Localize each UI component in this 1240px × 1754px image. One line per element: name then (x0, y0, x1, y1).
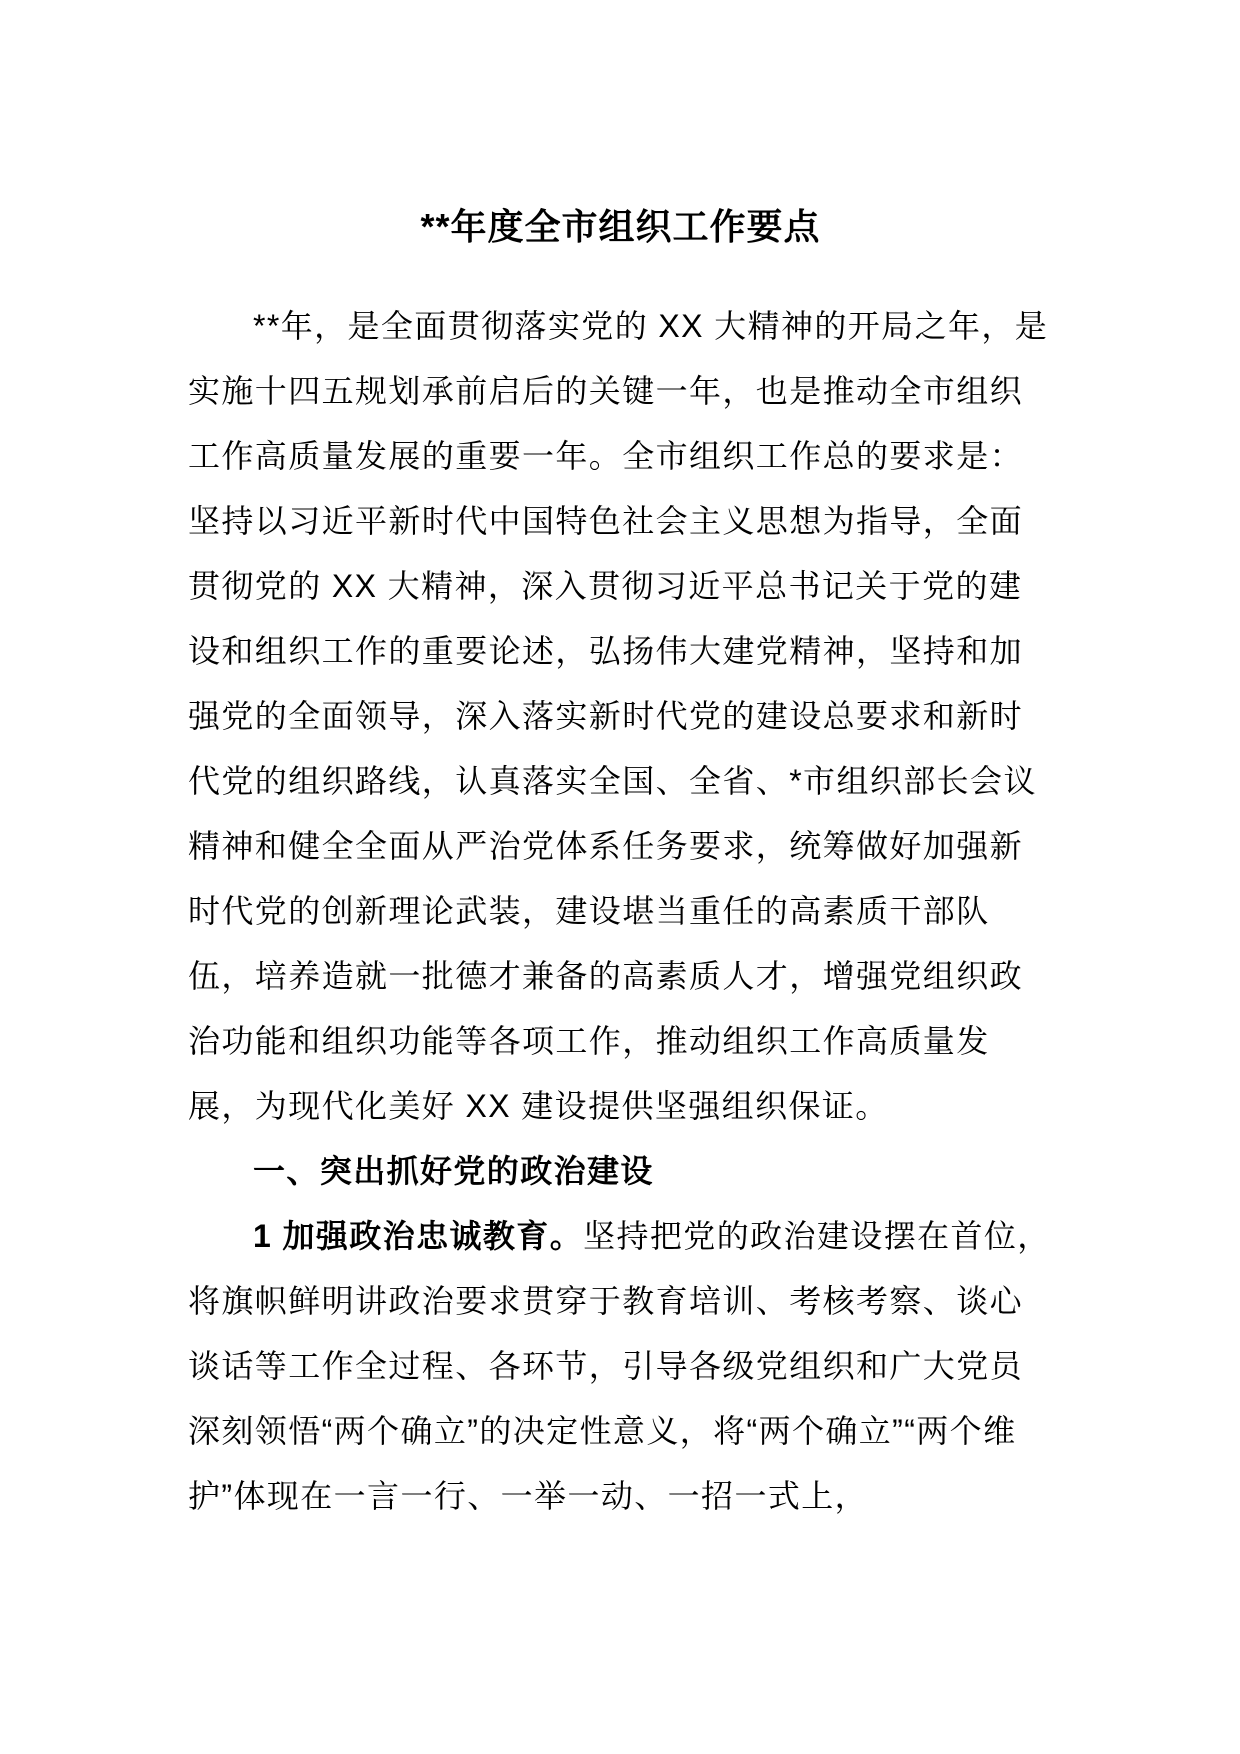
section-1-heading: 一、突出抓好党的政治建设 (253, 1153, 654, 1189)
item-1-text: 坚持把党的政治建设摆在首位，将旗帜鲜明讲政治要求贯穿于教育培训、考核考察、谈心谈话等工作全过程、各环节，引导各级党组织和广大党员深刻领悟“两个确立”的决定性意义，将“两个确立”“两个维护”体现在一言一行、一举一动、一招一式上， (188, 1218, 1051, 1514)
intro-paragraph: **年，是全面贯彻落实党的 XX 大精神的开局之年，是实施十四五规划承前启后的关键一年，也是推动全市组织工作高质量发展的重要一年。全市组织工作总的要求是：坚持以习近平新时代中国特色社会主义思想为指导，全面贯彻党的 XX 大精神，深入贯彻习近平总书记关于党的建设和组织工作的重要论述，弘扬伟大建党精神，坚持和加强党的全面领导，深入落实新时代党的建设总要求和新时代党的组织路线，认真落实全国、全省、*市组织部长会议精神和健全全面从严治党体系任务要求，统筹做好加强新时代党的创新理论武装，建设堪当重任的高素质干部队伍，培养造就一批德才兼备的高素质人才，增强党组织政治功能和组织功能等各项工作，推动组织工作高质量发展，为现代化美好 XX 建设提供坚强组织保证。 (188, 308, 1049, 1124)
item-1-paragraph (188, 1204, 1053, 1529)
item-1-lead: 1 加强政治忠诚教育。 (253, 1218, 584, 1254)
document-title: **年度全市组织工作要点 (420, 206, 821, 247)
